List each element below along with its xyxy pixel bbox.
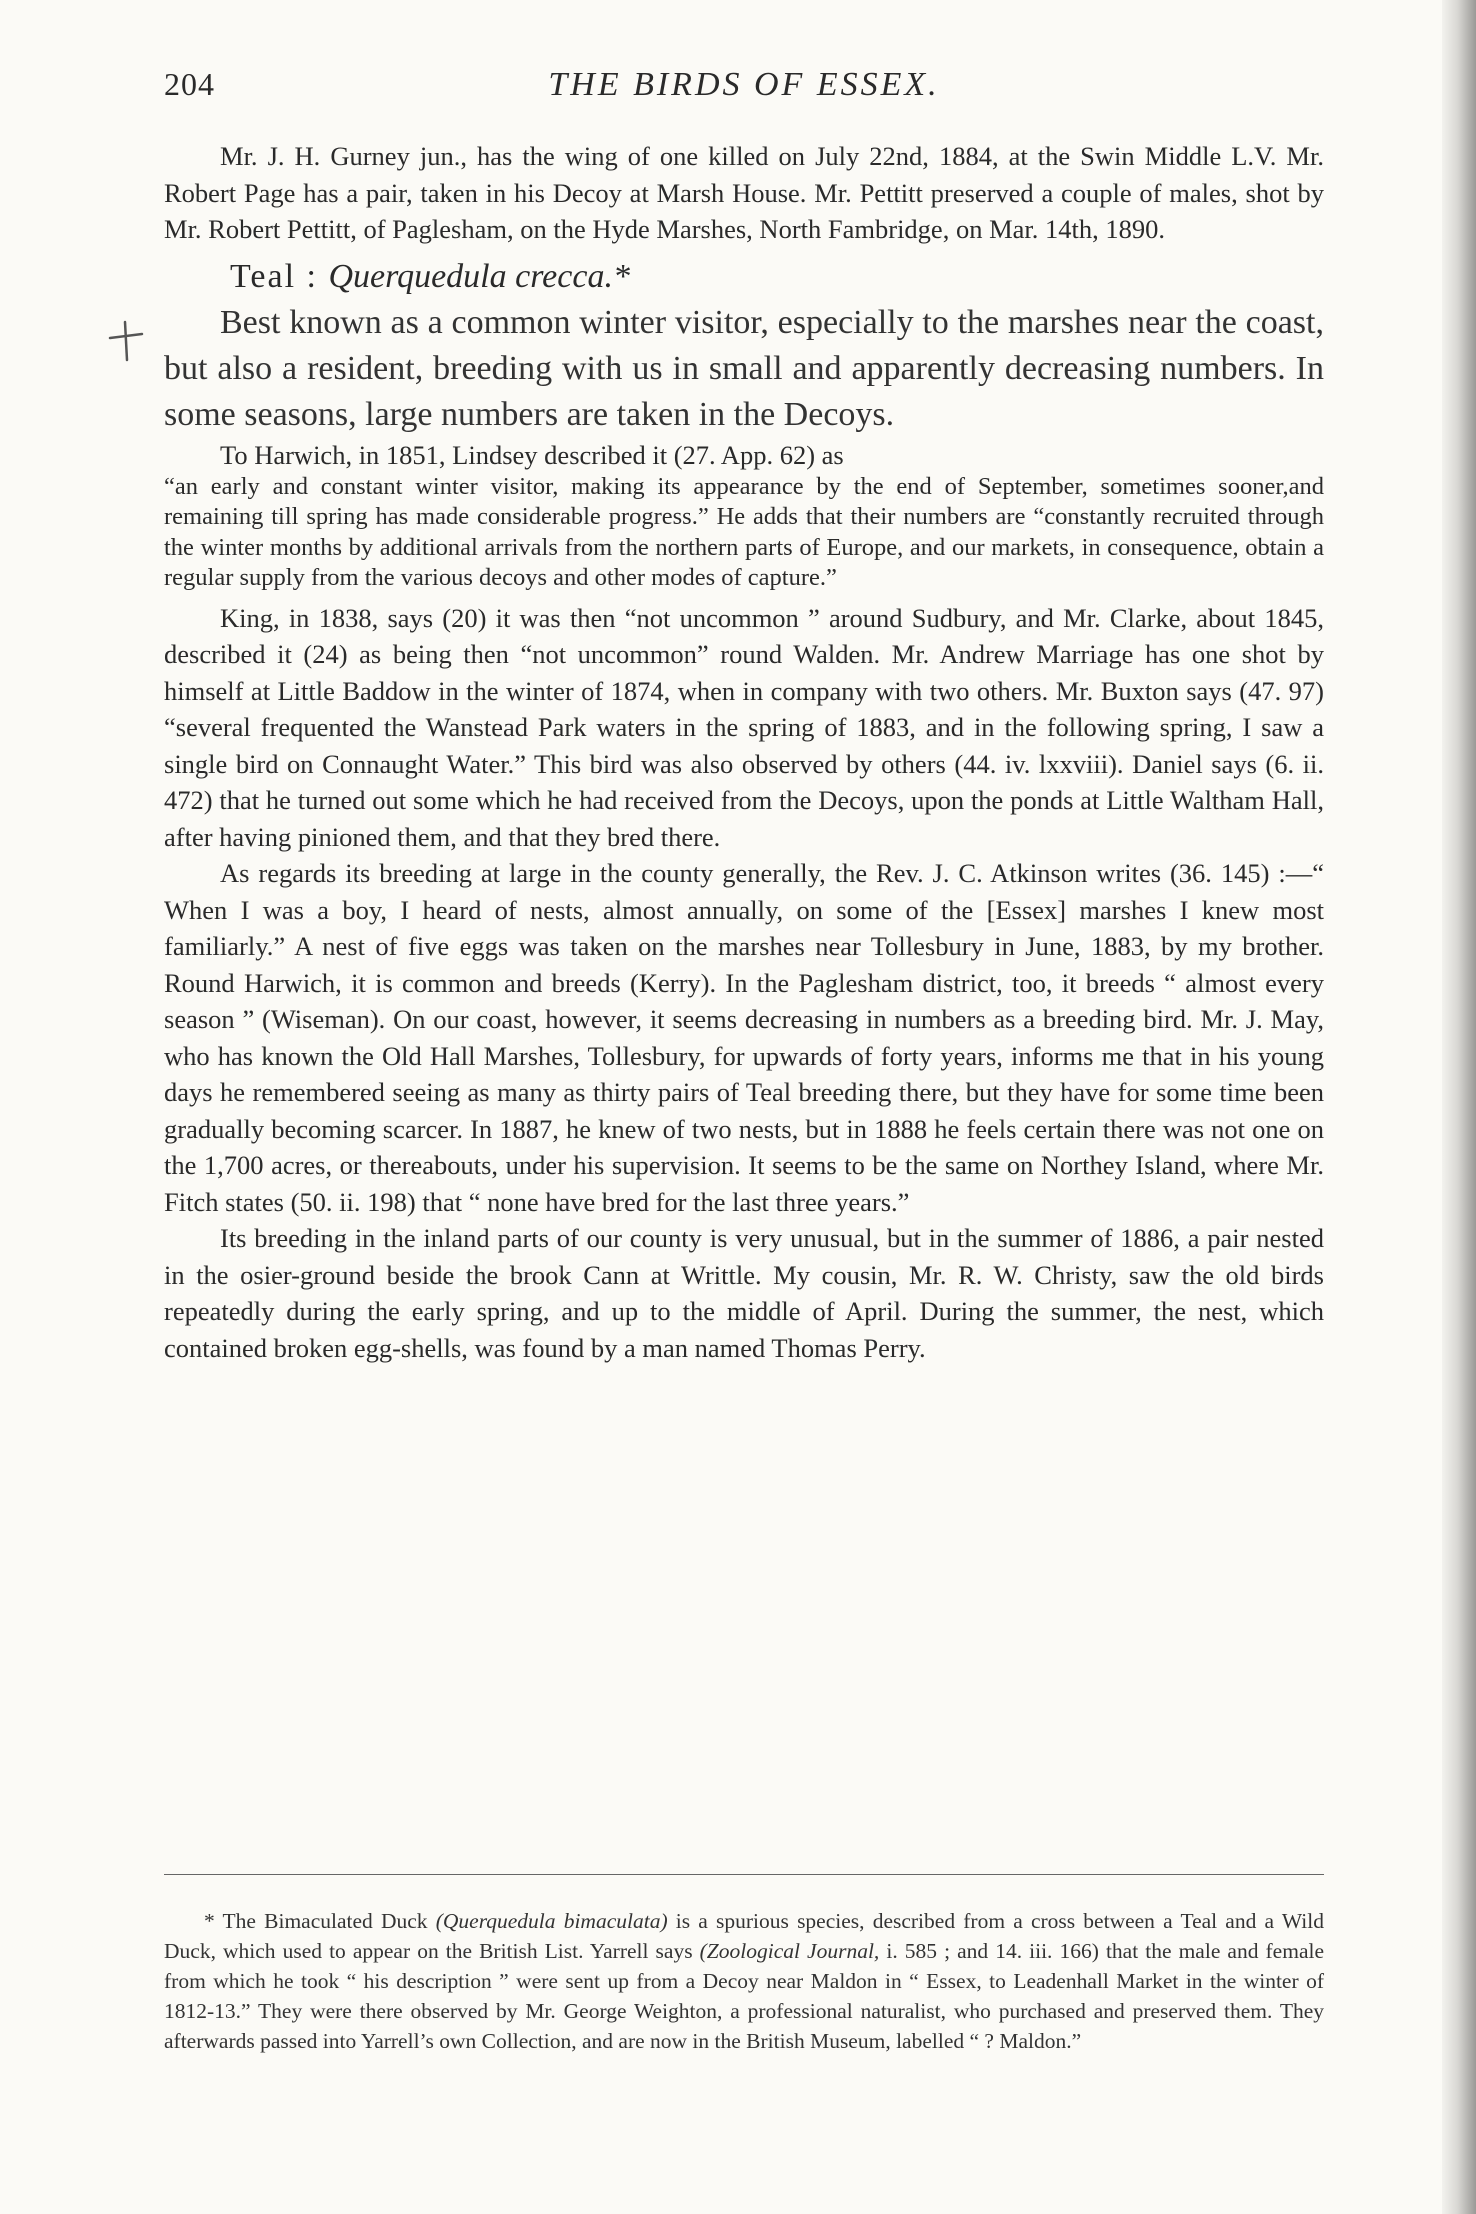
plus-cross-icon bbox=[106, 316, 146, 364]
footnote-text-2: is a spurious species, described from a cross between a Teal and a Wild Duck, which used to appear on the British List. Yarrell says bbox=[164, 1909, 1324, 1963]
paragraph-lindsey-quote: “an early and constant winter visitor, making its appearance by the end of September, sometimes sooner,and remaining till spring has made considerable progress.” He adds that their numbers are “constantly recruited through the winter months by additional arrivals from the northern parts of Europe, and our markets, in consequence, obtain a regular supply from the various decoys and other modes of capture.” bbox=[164, 472, 1324, 591]
footnote-text-3: i. 585 ; and 14. iii. 166) that the male and female from which he took “ his description ” were sent up from a Decoy near Maldon in “ Essex, to Leadenhall Market in the winter of 1812-13.” They were there observed by Mr. George Weighton, a professional naturalist, who purchased and preserved them. They afterwards passed into Yarrell’s own Collection, and are now in the British Museum, labelled “ ? Maldon.” bbox=[164, 1939, 1325, 2053]
section-heading-teal bbox=[164, 254, 1324, 300]
footnote-journal: (Zoological Journal, bbox=[699, 1939, 880, 1963]
paragraph-inland: Its breeding in the inland parts of our county is very unusual, but in the summer of 1886, a pair nested in the osier-ground beside the brook Cann at Writtle. My cousin, Mr. R. W. Christy, saw the old birds repeatedly during the early spring, and up to the middle of April. During the summer, the nest, which contained broken egg-shells, was found by a man named Thomas Perry. bbox=[164, 1223, 1324, 1363]
paragraph-breeding: As regards its breeding at large in the county generally, the Rev. J. C. Atkinson writes (36. 145) :—“ When I was a boy, I heard of nests, almost annually, on some of the [Essex] marshes I knew most familiarly.” A nest of five eggs was taken on the marshes near Tollesbury in June, 1883, by my brother. Round Harwich, it is common and breeds (Kerry). In the Paglesham district, too, it breeds “ almost every season ” (Wiseman). On our coast, however, it seems decreasing in numbers as a breeding bird. Mr. J. May, who has known the Old Hall Marshes, Tollesbury, for upwards of forty years, informs me that in his young days he remembered seeing as many as thirty pairs of Teal breeding there, but they have for some time been gradually becoming scarcer. In 1887, he knew of two nests, but in 1888 he feels certain there was not one on the 1,700 acres, or thereabouts, under his supervision. It seems to be the same on Northey Island, where Mr. Fitch states (50. ii. 198) that “ none have bred for the last three years.” bbox=[164, 858, 1324, 1217]
paragraph-lindsey-intro: To Harwich, in 1851, Lindsey described it (27. App. 62) as bbox=[220, 439, 844, 470]
book-spine-shadow bbox=[1442, 0, 1476, 2214]
paragraph-gurney: Mr. J. H. Gurney jun., has the wing of one killed on July 22nd, 1884, at the Swin Middle L.V. Mr. Robert Page has a pair, taken in his Decoy at Marsh House. Mr. Pettitt preserved a couple of males, shot by Mr. Robert Pettitt, of Paglesham, on the Hyde Marshes, North Fambridge, on Mar. 14th, 1890. bbox=[164, 141, 1324, 244]
page-number: 204 bbox=[164, 66, 215, 102]
page-header bbox=[164, 66, 1324, 116]
heading-common-name: Teal : bbox=[230, 257, 329, 295]
paragraph-summary: Best known as a common winter visitor, especially to the marshes near the coast, but also a resident, breeding with us in small and apparently decreasing numbers. In some seasons, large numbers are taken in the Decoys. bbox=[164, 303, 1324, 433]
heading-latin-name: Querquedula crecca.* bbox=[328, 257, 630, 295]
footnote-rule bbox=[164, 1874, 1324, 1875]
paragraph-king: King, in 1838, says (20) it was then “not uncommon ” around Sudbury, and Mr. Clarke, about 1845, described it (24) as being then “not uncommon” round Walden. Mr. Andrew Marriage has one shot by himself at Little Baddow in the winter of 1874, when in company with two others. Mr. Buxton says (47. 97) “several frequented the Wanstead Park waters in the spring of 1883, and in the following spring, I saw a single bird on Connaught Water.” This bird was also observed by others (44. iv. lxxviii). Daniel says (6. ii. 472) that he turned out some which he had received from the Decoys, upon the ponds at Little Waltham Hall, after having pinioned them, and that they bred there. bbox=[164, 602, 1324, 852]
footnote bbox=[164, 1906, 1324, 2056]
footnote-latin: (Querquedula bimaculata) bbox=[435, 1909, 668, 1933]
running-title: THE BIRDS OF ESSEX. bbox=[548, 66, 940, 103]
body-text bbox=[164, 138, 1324, 1366]
footnote-text-1: * The Bimaculated Duck bbox=[204, 1909, 436, 1933]
